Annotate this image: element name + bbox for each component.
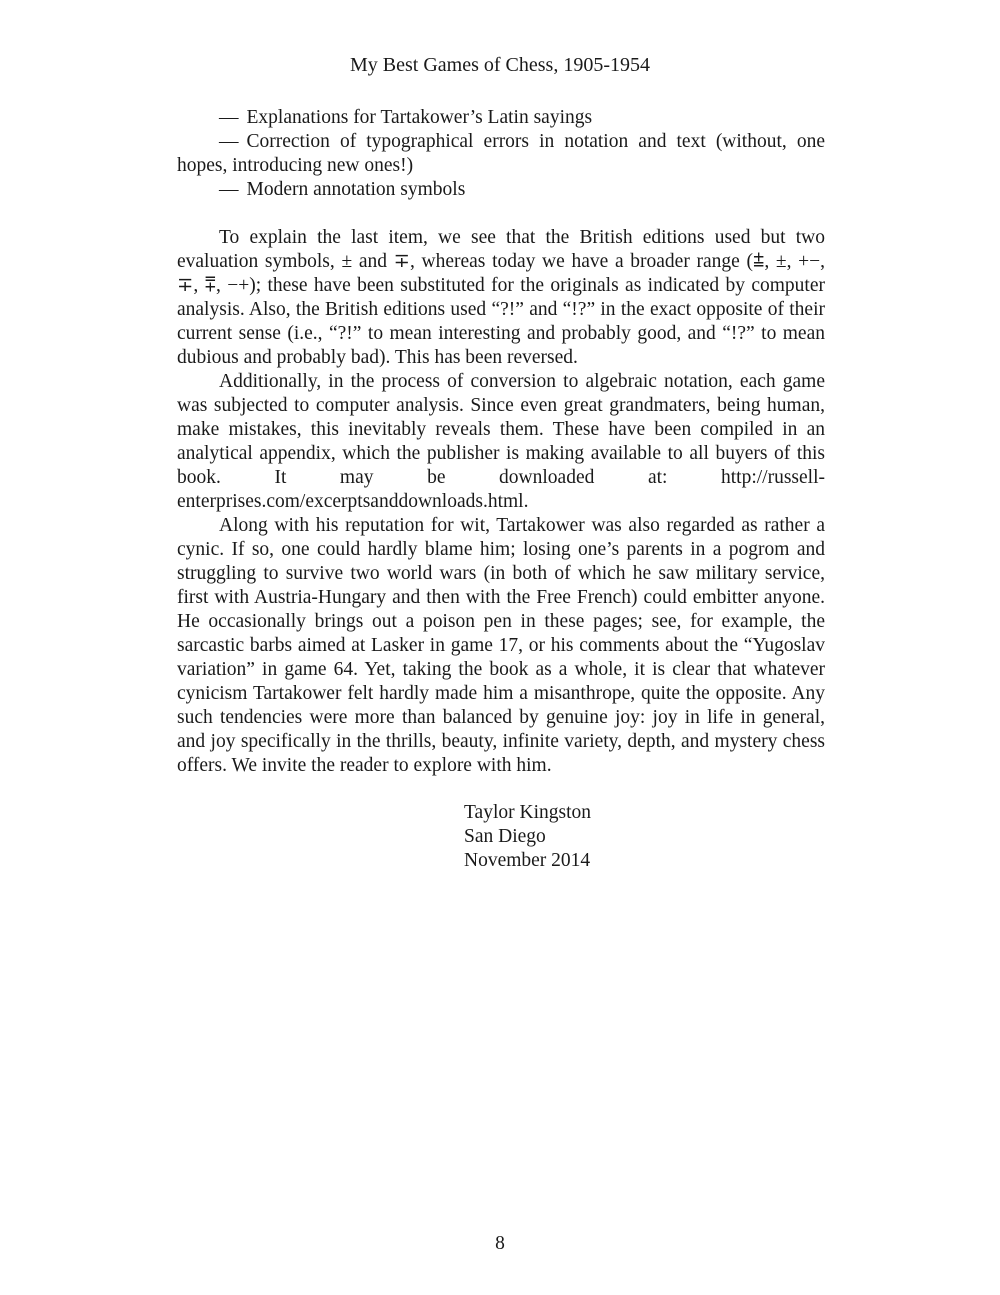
em-dash: — <box>219 107 239 128</box>
paragraph-tartakower-cynicism: Along with his reputation for wit, Tartakower was also regarded as rather a cynic. If so, one could hardly blame him; losing one’s parents in a pogrom and struggling to survive two world wars (in both of which he saw military service, first with Austria-Hungary and then with the Free French) could embitter anyone. He occasionally brings out a poison pen in these pages; see, for example, the sarcastic barbs aimed at Lasker in game 17, or his comments about the “Yugoslav variation” in game 64. Yet, taking the book as a whole, it is clear that whatever cynicism Tartakower felt hardly made him a misanthrope, quite the opposite. Any such tendencies were more than balanced by genuine joy: joy in life in general, and joy specifically in the thrills, beauty, infinite variety, depth, and mystery chess offers. We invite the reader to explore with him. <box>177 515 825 776</box>
list-item <box>177 106 825 130</box>
list-item-text: Modern annotation symbols <box>246 179 466 200</box>
signature-date: November 2014 <box>464 850 591 871</box>
em-dash: — <box>219 179 239 200</box>
signature-block <box>464 801 591 873</box>
em-dash: — <box>219 131 239 152</box>
list-item-text: Explanations for Tartakower’s Latin sayings <box>246 107 593 128</box>
list-item-text: Correction of typographical errors in notation and text (without, one hopes, introducing new ones!) <box>177 131 825 176</box>
body-text <box>177 106 825 778</box>
running-header-title: My Best Games of Chess, 1905-1954 <box>350 54 650 76</box>
paragraph-computer-analysis: Additionally, in the process of conversion to algebraic notation, each game was subjected to computer analysis. Since even great grandmaters, being human, make mistakes, this inevitably reveals them. These have been compiled in an analytical appendix, which the publisher is making available to all buyers of this book. It may be downloaded at: http://russell-enterprises.com/excerptsanddownloads.html. <box>177 371 825 512</box>
signature-name: Taylor Kingston <box>464 802 591 823</box>
signature-place: San Diego <box>464 826 546 847</box>
section-spacer <box>177 202 825 226</box>
list-item <box>177 178 825 202</box>
list-item <box>177 130 825 178</box>
paragraph-evaluation-symbols: To explain the last item, we see that the British editions used but two evaluation symbols, ± and ∓, whereas today we have a broader range (⩲, ±, +−, ∓, ⩱, −+); these have been substituted for the originals as indicated by computer analysis. Also, the British editions used “?!” and “!?” in the exact opposite of their current sense (i.e., “?!” to mean interesting and probably good, and “!?” to mean dubious and probably bad). This has been reversed. <box>177 227 825 368</box>
page-number: 8 <box>495 1233 505 1254</box>
